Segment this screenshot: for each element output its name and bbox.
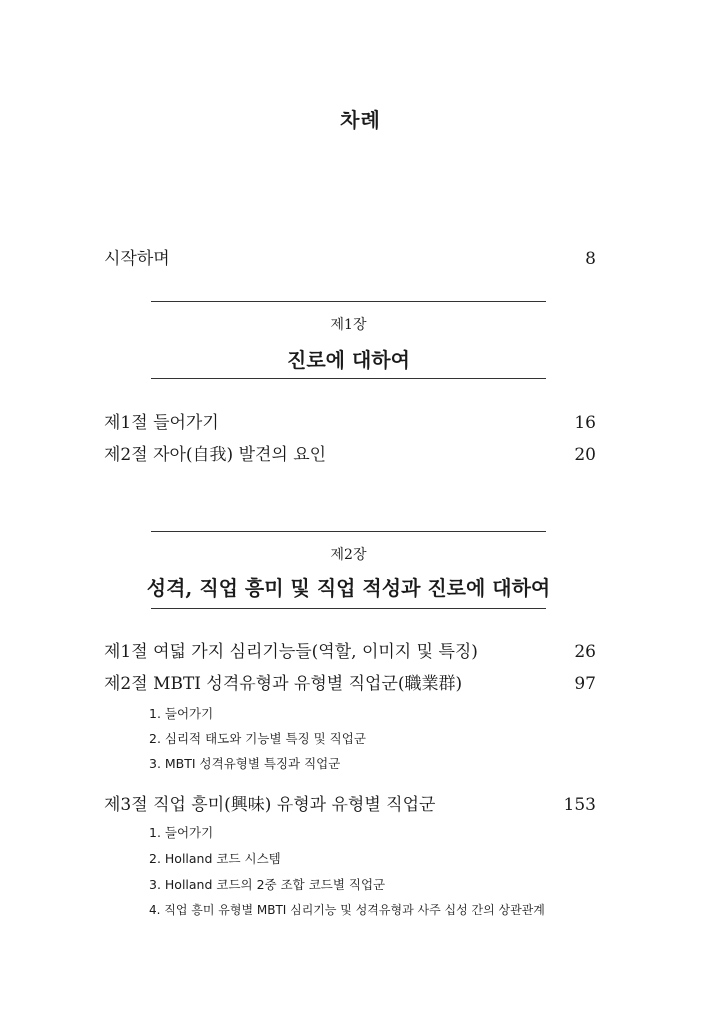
toc-entry-ch2-sec1[interactable] bbox=[104, 637, 596, 662]
chapter-2-bottom-rule bbox=[151, 608, 546, 609]
toc-subentry[interactable]: 3. MBTI 성격유형별 특징과 직업군 bbox=[149, 756, 341, 771]
toc-entry-page: 153 bbox=[563, 795, 596, 815]
toc-entry-label: 제1절 들어가기 bbox=[104, 413, 219, 433]
toc-subentry[interactable]: 2. 심리적 태도와 기능별 특징 및 직업군 bbox=[149, 731, 366, 746]
chapter-2-title: 성격, 직업 흥미 및 직업 적성과 진로에 대하여 bbox=[146, 576, 551, 600]
toc-entry-page: 26 bbox=[574, 642, 596, 662]
toc-subentry[interactable]: 3. Holland 코드의 2중 조합 코드별 직업군 bbox=[149, 877, 386, 892]
toc-entry-ch2-sec3[interactable] bbox=[104, 790, 596, 815]
chapter-1-bottom-rule bbox=[151, 378, 546, 379]
toc-entry-label: 제2절 자아(自我) 발견의 요인 bbox=[104, 445, 327, 465]
toc-entry-intro[interactable] bbox=[104, 244, 596, 269]
chapter-2-number: 제2장 bbox=[330, 547, 367, 563]
toc-entry-page: 16 bbox=[574, 413, 596, 433]
toc-subentry[interactable]: 4. 직업 흥미 유형별 MBTI 심리기능 및 성격유형과 사주 십성 간의 상관관계 bbox=[149, 903, 545, 917]
toc-entry-label: 제1절 여덟 가지 심리기능들(역할, 이미지 및 특징) bbox=[104, 642, 478, 662]
chapter-1-title: 진로에 대하여 bbox=[287, 348, 410, 372]
toc-entry-label: 제3절 직업 흥미(興味) 유형과 유형별 직업군 bbox=[104, 795, 436, 815]
toc-entry-label: 제2절 MBTI 성격유형과 유형별 직업군(職業群) bbox=[104, 674, 463, 694]
chapter-2-top-rule bbox=[151, 531, 546, 532]
toc-subentry[interactable]: 1. 들어가기 bbox=[149, 825, 214, 840]
toc-entry-page: 8 bbox=[585, 249, 596, 269]
toc-entry-page: 97 bbox=[574, 674, 596, 694]
toc-entry-ch1-sec1[interactable] bbox=[104, 408, 596, 433]
toc-entry-page: 20 bbox=[574, 445, 596, 465]
chapter-1-number: 제1장 bbox=[330, 317, 367, 333]
toc-entry-label: 시작하며 bbox=[104, 249, 170, 269]
chapter-1-top-rule bbox=[151, 301, 546, 302]
toc-subentry[interactable]: 2. Holland 코드 시스템 bbox=[149, 851, 281, 866]
toc-subentry[interactable]: 1. 들어가기 bbox=[149, 706, 214, 721]
toc-entry-ch2-sec2[interactable] bbox=[104, 669, 596, 694]
toc-entry-ch1-sec2[interactable] bbox=[104, 440, 596, 465]
page-title: 차례 bbox=[340, 108, 381, 132]
